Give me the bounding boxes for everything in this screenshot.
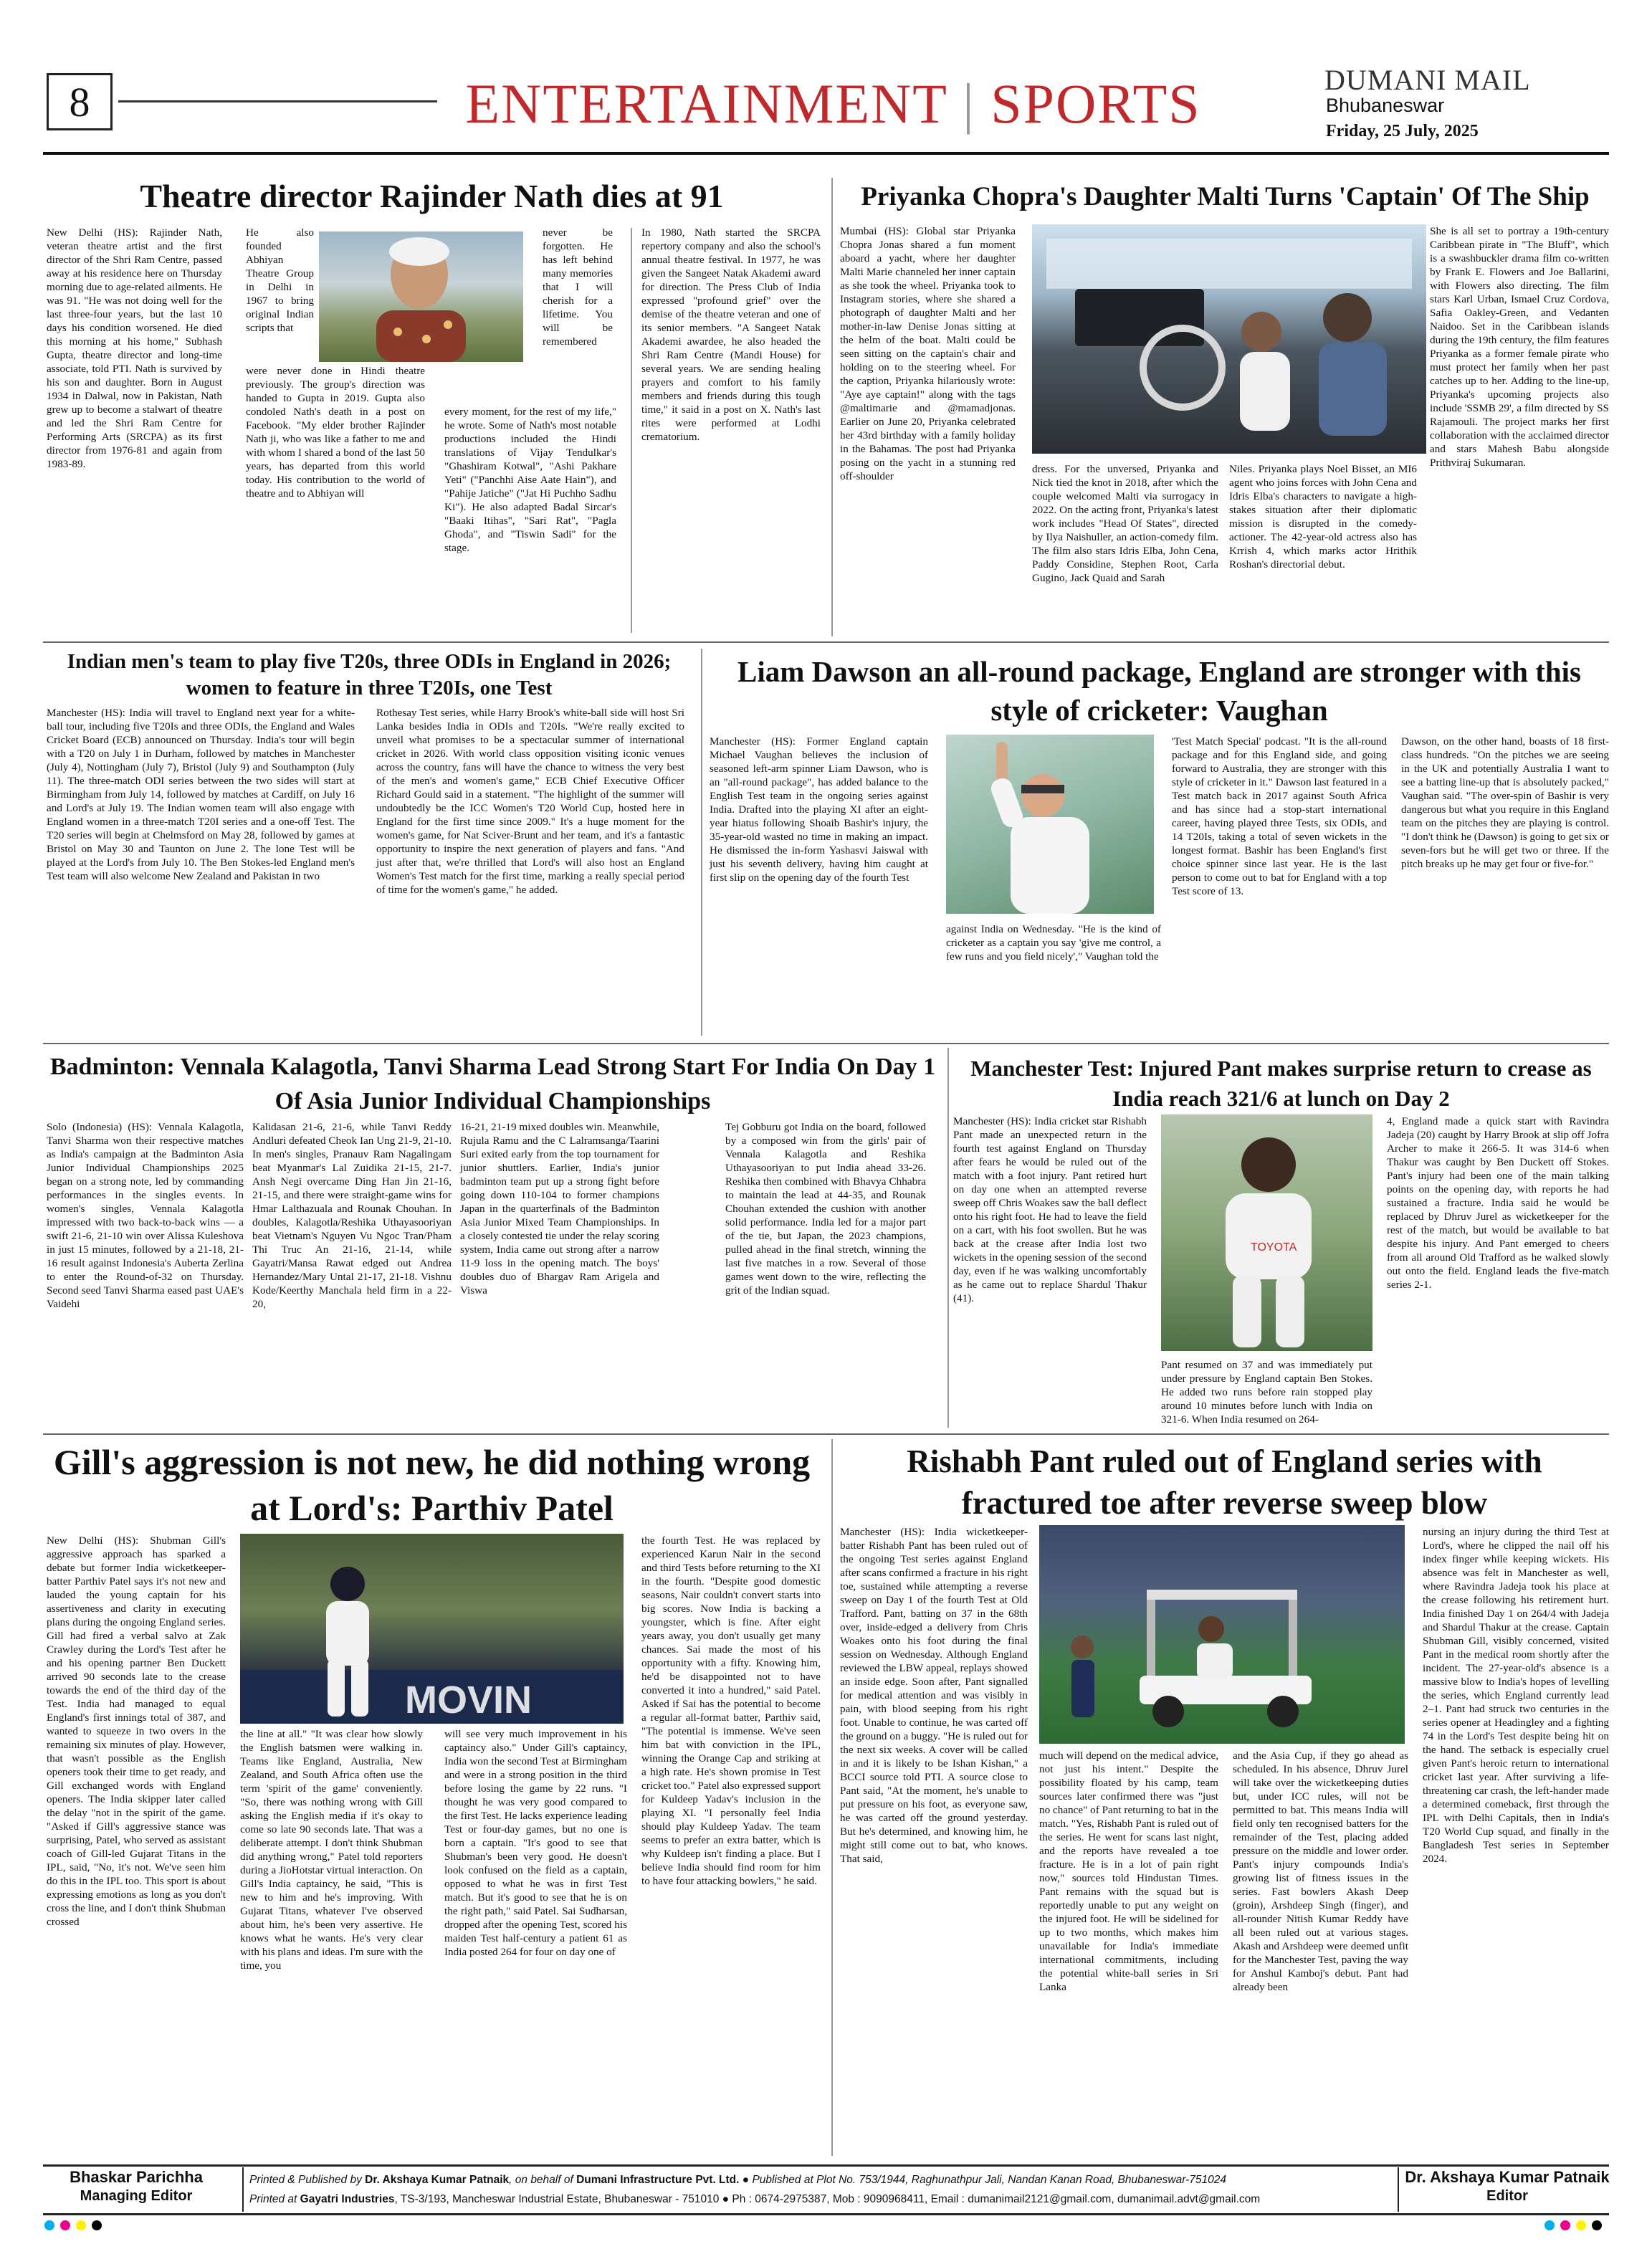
magenta-dot-icon [1560, 2220, 1570, 2230]
yellow-dot-icon [76, 2220, 86, 2230]
row2-bottom-rule [43, 1043, 1609, 1044]
a4-col1: Manchester (HS): Former England captain Michael Vaughan believes the inclusion of seasoned left-arm spinner Liam Dawson, who is an "all-round package", has added balance to the English Test team in the ongoing series against India. Drafted into the playing XI after an eight-year hiatus following Shoaib Bashir's injury, the 35-year-old wasted no time in making an impact. He dismissed the in-form Yashasvi Jaiswal with just his seventh delivery, having him caught at first slip on the opening day of the fourth Test [710, 735, 928, 884]
a7-col1: New Delhi (HS): Shubman Gill's aggressive approach has sparked a debate but former India wicketkeeper-batter Parthiv Patel says it's not new and lauded the young captain for his assertiveness and clarity in executing plans during the ongoing England series. Gill had fired a verbal salvo at Zak Crawley during the Lord's Test after he and his opening partner Ben Duckett arrived 90 seconds late to the crease towards the end of the third day of the Test. India had managed to equal England's first innings total of 387, and wanted to squeeze in two overs in the remaining six minutes of play. However, that wasn't possible as the English openers took their time to get ready, and Gill exchanged words with England openers. The India skipper later called the delay "not in the spirit of the game. "Asked if Gill's aggressive stance was surprising, Patel, who served as assistant coach of Gill-led Gujarat Titans in the IPL, said, "No, it's not. We've seen him do this in the IPL too. This sport is about expressing emotions as long as you don't cross the line, and I don't think Shubman crossed [47, 1534, 226, 1928]
a6-col1: Manchester (HS): India cricket star Rishabh Pant made an unexpected return in the fourth test against England on Thursday after fears he would be ruled out of the match with a foot injury. Pant retired hurt on day one when an attempted reverse sweep off Chris Woakes saw the ball deflect onto his right foot. He had to leave the field on a cart, with his foot swollen. But he was back at the crease after India lost two wickets in the opening session of the second day, even if he was walking uncomfortably as he came out to replace Shardul Thakur (41). [953, 1115, 1147, 1304]
imprint-publisher: Dr. Akshaya Kumar Patnaik [365, 2174, 510, 2186]
injury-buggy-icon [1039, 1525, 1405, 1744]
a4-col3: 'Test Match Special' podcast. "It is the all-round package and for this England side, and going forward to Australia, they are stronger with this style of cricketer in it." Dawson last featured in a Test match back in 2017 against South Africa and has since had a stop-start international career, having played three Tests, six ODIs, and 14 T20Is, taking a total of seven wickets in the longest format. Bashir has been England's first choice spinner since last year. He is the last person to come out to bat for England with a top Test score of 13. [1172, 735, 1387, 897]
footer-top-rule [43, 2164, 1609, 2167]
a1-col4: In 1980, Nath started the SRCPA repertory company and also the school's annual theatre festival. In 1977, he was given the Sangeet Natak Akademi award for direction. The Press Club of India expressed "profound grief" over the demise of the theatre veteran and one of its senior members. "A Sangeet Natak Akademi awardee, he also headed the Shri Ram Centre (Mandi House) for several years. We are sending healing prayers and comfort to his family members and friends during this tough time," it said in a post on X. Nath's last rites were performed at Lodhi crematorium. [641, 226, 821, 443]
managing-editor-name: Bhaskar Parichha [70, 2168, 203, 2186]
section-title-entertainment: ENTERTAINMENT [465, 72, 947, 135]
a5-col4: Tej Gobburu got India on the board, followed by a composed win from the girls' pair of Vennala Kalagotla and Reshika Uthayasooriyan to put India ahead 33-26. Reshika then combined with Bhavya Chhabra to maintain the lead at 44-35, and Rounak Chouhan extended the cushion with another solid performance. India led for a major part of the tie, but Japan, the 2023 champions, pulled ahead in the final stretch, winning the last five matches in a row. Several of those games went down to the wire, reflecting the grit of the Indian squad. [725, 1121, 926, 1297]
a8-col3: and the Asia Cup, if they go ahead as scheduled. In his absence, Dhruv Jurel will take over the wicketkeeping duties but, under ICC rules, will not be permitted to bat. This means India will field only ten recognised batters for the remainder of the Test, placing added pressure on the middle and lower order. Pant's injury compounds India's growing list of fitness issues in the series. Fast bowlers Akash Deep (groin), Arshdeep Singh (finger), and all-rounder Nitish Kumar Reddy have all been ruled out at various stages. Akash and Arshdeep were deemed unfit for the Manchester Test, paving the way for Anshul Kamboj's debut. Pant had already been [1233, 1749, 1408, 1993]
a1-a2-divider [831, 178, 833, 636]
a4-col2: against India on Wednesday. "He is the kind of cricketer as a captain you say 'give me control, a few runs and you field nicely'," Vaughan told the [946, 923, 1161, 963]
footer-right-box [1403, 2168, 1611, 2205]
a7-a8-divider [831, 1439, 833, 2156]
yacht-helm-icon [1032, 224, 1426, 454]
a7-col4: the fourth Test. He was replaced by experienced Karun Nair in the second and third Tests before returning to the XI in the fourth. "Despite good domestic seasons, Nair couldn't convert starts into big scores. Now India is backing a youngster, which is fine. After eight years away, you don't usually get many chances. Sai made the most of his opportunity with a fifty. Knowing him, he'd be disappointed not to have converted it into a hundred," said Patel. Asked if Sai has the potential to become a regular all-format batter, Parthiv said, "The potential is immense. We've seen him bat with conviction in the IPL, winning the Orange Cap and striking at a high rate. He's shown promise in Test cricket too." Patel also expressed support for Kuldeep Yadav's inclusion in the playing XI. "I personally feel India should play Kuldeep Yadav. The team seems to prefer an extra batter, which is why Kuldeep isn't finding a place. But I believe India should find room for him to have four attacking bowlers," he said. [641, 1534, 821, 1887]
a7-col2: the line at all." "It was clear how slowly the English batsmen were walking in. Teams like England, Australia, New Zealand, and South Africa often use the term 'spirit of the game' conveniently. "So, there was nothing wrong with Gill asking the English media if it's okay to come so late 90 seconds late. That was a deliberate attempt. I don't think Shubman did anything wrong," Patel told reporters during a JioHotstar virtual interaction. On Gill's India captaincy, he said, "This is new to him and he's improving. With Gujarat Titans, whatever I've observed about him, he's been very assertive. He knows what he wants. He's very clear with his plans and ideas. I'm sure with the time, you [240, 1728, 423, 1972]
batsman-pads-icon [1161, 1114, 1372, 1351]
a3-a4-divider [701, 649, 702, 1036]
a5-headline: Badminton: Vennala Kalagotla, Tanvi Sharma Lead Strong Start For India On Day 1 Of Asia Junior Individual Championships [49, 1054, 936, 1114]
a1-col3: every moment, for the rest of my life," he wrote. Some of Nath's most notable productions included the Hindi translations of Vijay Tendulkar's "Ghashiram Kotwal", "Ashi Pakhare Yeti" ("Panchhi Aise Aate Hain"), and "Pahije Jatiche" ("Jat Hi Puchho Sadhu Ki"). He also adapted Badal Sircar's "Baaki Itihas", "Sari Rat", "Pagla Ghoda", and "Tiswin Sadi" for the stage. [444, 406, 616, 554]
a1-col1: New Delhi (HS): Rajinder Nath, veteran theatre artist and the first director of the Shri Ram Centre, passed away at his residence here on Thursday morning due to age-related ailments. He was 91. "He was not doing well for the last three-four years, but the last 10 days his condition worsened. He died this morning at his home," Subhash Gupta, theatre director and long-time associate, told PTI. Nath is survived by his son and daughter. Born in August 1934 in Dalwal, now in Pakistan, Nath grew up to become a stalwart of theatre and led the Shri Ram Centre for Performing Arts (SRCPA) as its first director from 1976-81 and again from 1983-89. [47, 226, 222, 470]
footer-imprint [249, 2170, 1396, 2209]
cyan-dot-icon [44, 2220, 54, 2230]
svg-text:MOVIN: MOVIN [405, 1679, 533, 1722]
page-number: 8 [69, 78, 90, 125]
row1-bottom-rule [43, 641, 1609, 643]
a8-col4: nursing an injury during the third Test at Lord's, where he clipped the nail off his index finger while keeping wickets. His absence was felt in Manchester as well, where Ravindra Jadeja took his place at the crease following his retirement hurt. India finished Day 1 on 264/4 with Jadeja and Shardul Thakur at the crease. Captain Shubman Gill, visibly concerned, visited Pant in the medical room shortly after the incident. The 27-year-old's absence is a massive blow to India's hopes of levelling the series, which England currently lead 2–1. Pant had struck two centuries in the series opener at Headingley and a fighting 74 in the Lord's Test despite being hit on the hand. The setback is especially cruel given Pant's heroic return to international cricket last year. After surviving a life-threatening car crash, the left-hander made a determined comeback, first through the IPL with Delhi Capitals, then in India's T20 World Cup squad, and finally in the Bangladesh Test series in September 2024. [1423, 1526, 1609, 1865]
magenta-dot-icon [60, 2220, 70, 2230]
cricketer-celebrating-icon [946, 735, 1154, 914]
a7-batsman-photo [240, 1534, 624, 1724]
imprint-printed-at: Printed at [249, 2193, 297, 2205]
section-divider: | [963, 72, 975, 135]
imprint-line-1 [249, 2170, 1396, 2190]
a1-col2: were never done in Hindi theatre previously. The group's direction was handed to Gupta in 2019. Gupta also condoled Nath's death in a post on Facebook. "My elder brother Rajinder Nath ji, who was like a father to me and with whom I shared a bond of the last 50 years, has departed from this world today. His contribution to the world of theatre and to Abhiyan will [246, 365, 425, 500]
a2-yacht-photo [1032, 224, 1426, 454]
a2-col1: Mumbai (HS): Global star Priyanka Chopra Jonas shared a fun moment aboard a yacht, where her daughter Malti Marie channeled her inner captain as she took the wheel. Priyanka took to Instagram stories, where she shared a photograph of daughter Malti and her mother-in-law Denise Jonas sitting at the helm of the boat. Malti could be seen sitting on the captain's chair and holding on to the steering wheel. For the caption, Priyanka hilariously wrote: "Aye aye captain!" along with the tags @maltimarie and @mamadjonas. Earlier on June 20, Priyanka celebrated her 43rd birthday with a family holiday in the Bahamas. The post had Priyanka posing on the yacht in a stunning red off-shoulder [840, 225, 1016, 482]
imprint-printer: Gayatri Industries [300, 2193, 395, 2205]
footer-left-box [43, 2168, 229, 2205]
a4-headline: Liam Dawson an all-round package, England are stronger with this style of cricketer: Vaughan [737, 655, 1582, 727]
section-title [441, 72, 1226, 136]
footer-divider-left [242, 2167, 244, 2212]
a6-col3: 4, England made a quick start with Ravindra Jadeja (20) caught by Harry Brook at slip off Jofra Archer to make it 266-5. It was 314-6 when Thakur was caught by Ben Duckett off Stokes. Pant's injury had been one of the main talking points on the opening day, with reports he had sustained a fracture. India said he would be replaced by Dhruv Jurel as wicketkeeper for the rest of the match, but would be available to bat despite his injury. And Pant emerged to cheers from all around Old Trafford as he walked slowly out onto the field. England leads the five-match series 2-1. [1387, 1115, 1609, 1291]
yellow-dot-icon [1576, 2220, 1586, 2230]
registration-marks-right [1544, 2220, 1608, 2234]
imprint-company: Dumani Infrastructure Pvt. Ltd. [576, 2174, 740, 2186]
managing-editor-title: Managing Editor [80, 2188, 193, 2204]
a2-col4: She is all set to portray a 19th-century Caribbean pirate in "The Bluff", which is a swashbuckler drama film co-written by Frank E. Flowers and Joe Ballarini, with Flowers also directing. The film stars Karl Urban, Ismael Cruz Cordova, Safia Oakley-Green, and Vedanten Naidoo. Set in the Caribbean islands during the 19th century, the film features Priyanka as a former female pirate who must protect her family when her past catches up to her. Adding to the line-up, Priyanka's upcoming projects also include 'SSMB 29', a film directed by SS Rajamouli. The project marks her first collaboration with the acclaimed director and stars Mahesh Babu alongside Prithviraj Sukumaran. [1430, 225, 1609, 469]
a4-col4: Dawson, on the other hand, boasts of 18 first-class hundreds. "On the pitches we are seeing in the UK and potentially Australia I want to see a batting line-up that is absolutely packed," Vaughan said. "The over-spin of Bashir is very dangerous but what you require in this England team on the pitches they are playing is control. "I don't think he (Dawson) is going to get six or seven-fors but he will get two or three. If the pitch breaks up he may get four or five-for." [1401, 735, 1609, 870]
imprint-address: , TS-3/193, Mancheswar Industrial Estate, Bhubaneswar - 751010 ● Ph : 0674-2975387, Mob : 9090968411, Email : dumanimail2121@gmail.com, dumanimail.advt@gmail.com [394, 2193, 1261, 2205]
a1-portrait-photo [319, 231, 523, 362]
black-dot-icon [92, 2220, 102, 2230]
paper-city: Bhubaneswar [1326, 95, 1445, 116]
a5-col1: Solo (Indonesia) (HS): Vennala Kalagotla, Tanvi Sharma won their respective matches as India's campaign at the Badminton Asia Junior Individual Championships 2025 began on a strong note, led by commanding performances in the singles events. In women's singles, Vennala Kalagotla impressed with two back-to-back wins — a swift 21-6, 21-10 win over Alissa Kuleshova in just 15 minutes, followed by a 21-18, 21-16 result against Indonesia's Auberta Zerlina to enter the Round-of-32 on Thursday. Second seed Tanvi Sharma eased past UAE's Vaidehi [47, 1121, 244, 1310]
a1-col-rule [631, 228, 632, 633]
imprint-published-at: ● Published at Plot No. 753/1944, Raghunathpur Jali, Nandan Kanan Road, Bhubaneswar-751024 [742, 2174, 1226, 2186]
imprint-printed-by: Printed & Published by [249, 2174, 362, 2186]
paper-name: DUMANI MAIL [1324, 64, 1531, 96]
a8-col1: Manchester (HS): India wicketkeeper-batter Rishabh Pant has been ruled out of the ongoing Test series against England after scans confirmed a fracture in his right toe, sustained while attempting a reverse sweep on Day 1 of the fourth Test at Old Trafford. Pant, batting on 37 in the 68th over, inside-edged a delivery from Chris Woakes onto his foot during the final session on Wednesday. Although England reviewed the LBW appeal, replays showed an inside edge. Soon after, Pant signalled for medical attention and was visibly in pain, with blood seeping from his right foot. Unable to continue, he was carted off the ground on a buggy. "He is ruled out for the next six weeks. A cover will be called in and it is likely to be Ishan Kishan," a BCCI source told PTI. A source close to Pant said, "At the moment, he's unable to put pressure on his foot, as everyone saw, he was carted off the ground yesterday. But he's determined, and knowing him, he might still come out to bat, who knows. That said, [840, 1526, 1028, 1865]
a3-col2: Rothesay Test series, while Harry Brook's white-ball side will host Sri Lanka besides India in ODIs and T20Is. "We're really excited to unveil what promises to be a spectacular summer of international cricket in 2026. With world class opposition visiting iconic venues across the country, fans will have the chance to witness the very best of the men's and women's game," ECB Chief Executive Officer Richard Gould said in a statement. "The highlight of the summer will undoubtedly be the ICC Women's T20 World Cup, hosted here in England for the first time since 2009." It's a huge moment for the women's game, for Nat Sciver-Brunt and her team, and it's a fantastic opportunity to inspire the next generation of players and fans. "And just after that, we're thrilled that Lord's will also host an England Women's Test match for the first time, marking a really special period of time for the women's game," he added. [376, 707, 684, 896]
editor-title: Editor [1486, 2188, 1528, 2204]
imprint-line-2 [249, 2190, 1396, 2209]
portrait-figure-icon [319, 231, 523, 362]
a8-col2: much will depend on the medical advice, not just his intent." Despite the possibility floated by his camp, team sources later confirmed there was "just no chance" of Pant returning to bat in the match. "Yes, Rishabh Pant is ruled out of the series. He went for scans last night, and the reports have revealed a toe fracture. He is in a lot of pain right now," sources told Hindustan Times. Pant remains with the squad but is reportedly unable to put any weight on the injured foot. He will be sidelined for up to two months, which makes him unavailable for India's immediate international commitments, including the potential white-ball series in Sri Lanka [1039, 1749, 1218, 1993]
a5-col3: 16-21, 21-19 mixed doubles win. Meanwhile, Rujula Ramu and the C Lalramsanga/Taarini Suri exited early from the top tournament for junior shuttlers. Earlier, India's junior badminton team put up a strong fight before going down 110-104 to former champions Japan in the quarterfinals of the Badminton Asia Junior Mixed Team Championships. In a closely contested tie under the relay scoring system, India came out strong after a narrow 11-9 loss in the opening match. The boys' doubles duo of Bhargav Ram Arigela and Viswa [460, 1121, 659, 1297]
a8-headline: Rishabh Pant ruled out of England series with fractured toe after reverse sweep blow [907, 1443, 1542, 1521]
a4-cricketer-photo [946, 735, 1154, 914]
masthead-bottom-rule [43, 152, 1609, 155]
a8-injury-photo [1039, 1525, 1405, 1744]
batsman-stadium-icon [240, 1534, 624, 1724]
a3-col1: Manchester (HS): India will travel to England next year for a white-ball tour, including five T20Is and three ODIs, the England and Wales Cricket Board (ECB) announced on Thursday. India's tour will begin with a T20 on July 1 in Durham, followed by matches in Manchester (July 4), Nottingham (July 7), Bristol (July 9) and Southampton (July 11). The three-match ODI series between the two sides will start at Birmingham from July 14, followed by matches at Cardiff, on July 16 and Lord's at July 19. The Indian women team will also engage with England women in a three-match T20I series and a one-off Test. The T20 series will begin at Chelmsford on May 28, followed by games at Bristol on May 30 and Taunton on June 2. The lone Test will be played at the Lord's from July 10. The Ben Stokes-led England men's Test team will also welcome New Zealand and Pakistan in two [47, 707, 355, 882]
a7-col3: will see very much improvement in his captaincy also." Under Gill's captaincy, India won the second Test at Birmingham and were in a strong position in the third before losing the game by 22 runs. "I thought he was very good compared to the first Test. He lacks experience leading Test or four-day games, but no one is born a captain. "It's good to see that Shubman's been very good. He doesn't look confused on the field as a captain, opposed to what he was in first Test match. But it's good to see that he is on the right path," said Patel. Sai Sudharsan, dropped after the opening Test, scored his maiden Test half-century a patient 61 as India posted 264 for four on day one of [444, 1728, 627, 1958]
section-title-sports: SPORTS [990, 72, 1201, 135]
row3-bottom-rule [43, 1433, 1609, 1435]
a6-headline: Manchester Test: Injured Pant makes surprise return to crease as India reach 321/6 at lunch on Day 2 [970, 1056, 1592, 1111]
editor-name: Dr. Akshaya Kumar Patnaik [1405, 2168, 1610, 2186]
footer-divider-right [1398, 2167, 1399, 2212]
a2-col2: dress. For the unversed, Priyanka and Nick tied the knot in 2018, after which the couple welcomed Malti via surrogacy in 2022. On the acting front, Priyanka's latest work includes "Head Of States", directed by Ilya Naishuller, an action-comedy film. The film also stars Idris Elba, John Cena, Paddy Considine, Stephen Root, Carla Gugino, Jack Quaid and Sarah [1032, 463, 1218, 584]
a5-col2: Kalidasan 21-6, 21-6, while Tanvi Reddy Andluri defeated Cheok Ian Ung 21-9, 21-10. In men's singles, Pranauv Ram Nagalingam beat Myanmar's Lal Zuidika 21-15, 21-7. Ansh Negi overcame Ding Han Jin 21-16, 21-15, and there were straight-game wins for Hmar Lalthazuala and Rounak Chouhan. In doubles, Kalagotla/Reshika Uthayasooriyan beat Vietnam's Nguyen Vu Ngoc Tran/Pham Thi Truc An 21-16, 21-14, while Gayatri/Mansa Rawat edged out Andrea Hernandez/Mary Untal 21-17, 21-18. Vishnu Kode/Keerthy Manchala held firm in a 22-20, [252, 1121, 452, 1310]
cyan-dot-icon [1544, 2220, 1555, 2230]
a7-headline: Gill's aggression is not new, he did nothing wrong at Lord's: Parthiv Patel [53, 1442, 811, 1528]
a6-col2: Pant resumed on 37 and was immediately put under pressure by England captain Ben Stokes. He added two runs before rain stopped play around 10 minutes before lunch with India on 321-6. When India resumed on 264- [1161, 1359, 1372, 1426]
page-number-box [47, 73, 113, 130]
masthead-rule-left [118, 100, 437, 102]
svg-text:TOYOTA: TOYOTA [1251, 1241, 1297, 1254]
paper-date: Friday, 25 July, 2025 [1326, 122, 1479, 140]
a6-batsman-photo [1161, 1114, 1372, 1351]
a1-headline: Theatre director Rajinder Nath dies at 91 [140, 178, 724, 214]
a5-a6-divider [947, 1048, 949, 1428]
black-dot-icon [1592, 2220, 1602, 2230]
registration-marks-left [44, 2220, 108, 2234]
footer-bottom-rule [43, 2213, 1609, 2215]
a2-headline: Priyanka Chopra's Daughter Malti Turns 'Captain' Of The Ship [861, 182, 1590, 211]
a1-col2-top: He also founded Abhiyan Theatre Group in Delhi in 1967 to bring original Indian scripts that [246, 226, 314, 334]
a2-col3: Niles. Priyanka plays Noel Bisset, an MI6 agent who joins forces with John Cena and Idris Elba's characters to navigate a high-stakes situation after their diplomatic mission is disrupted in the comedy-actioner. The 42-year-old actress also has Krrish 4, which marks actor Hrithik Roshan's directorial debut. [1229, 463, 1417, 570]
imprint-behalf: , on behalf of [509, 2174, 573, 2186]
a3-headline: Indian men's team to play five T20s, three ODIs in England in 2026; women to feature in three T20Is, one Test [67, 650, 672, 700]
a1-col3-top: never be forgotten. He has left behind many memories that I will cherish for a lifetime. You will be remembered [543, 226, 613, 348]
